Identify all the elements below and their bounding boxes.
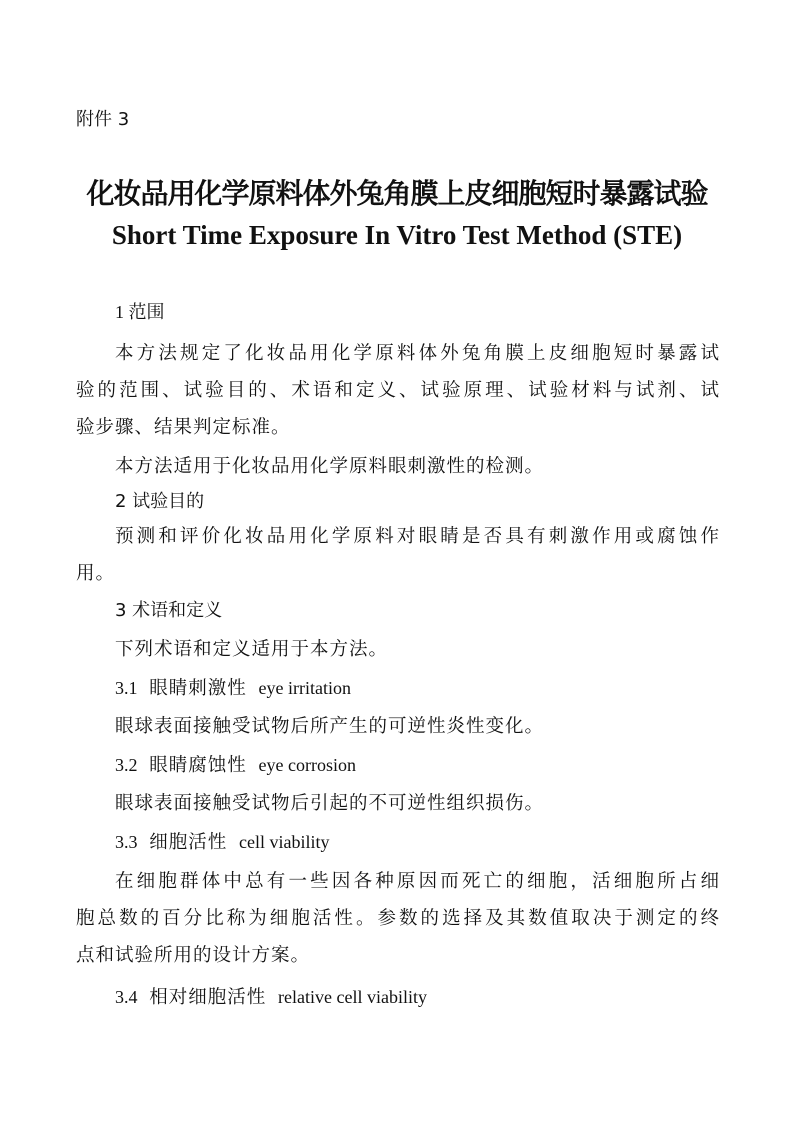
- term-heading: [115, 828, 720, 857]
- paragraph-line: 本方法规定了化妆品用化学原料体外兔角膜上皮细胞短时暴露试: [115, 343, 720, 364]
- term-en: relative cell viability: [278, 987, 427, 1007]
- term-number: 3.4: [115, 987, 138, 1007]
- term-definition: 在细胞群体中总有一些因各种原因而死亡的细胞，活细胞所占细: [115, 871, 720, 892]
- section-heading: 2 试验目的: [115, 491, 205, 512]
- term-cn: 细胞活性: [149, 832, 228, 853]
- term-cn: 相对细胞活性: [149, 987, 267, 1008]
- term-heading: [115, 751, 720, 780]
- paragraph-line: 验的范围、试验目的、术语和定义、试验原理、试验材料与试剂、试: [76, 380, 720, 401]
- term-definition: 眼球表面接触受试物后引起的不可逆性组织损伤。: [115, 793, 545, 814]
- term-number: 3.2: [115, 755, 138, 775]
- title-english: Short Time Exposure In Vitro Test Method (STE): [111, 220, 683, 250]
- term-definition: 胞总数的百分比称为细胞活性。参数的选择及其数值取决于测定的终: [76, 908, 720, 929]
- term-en: eye irritation: [258, 678, 352, 698]
- paragraph-line: 用。: [76, 563, 116, 584]
- term-cn: 眼睛腐蚀性: [149, 755, 247, 776]
- section-heading: 3 术语和定义: [115, 600, 223, 621]
- section-heading: 1 范围: [115, 302, 165, 322]
- term-definition: 眼球表面接触受试物后所产生的可逆性炎性变化。: [115, 716, 545, 737]
- term-heading: [115, 983, 720, 1012]
- paragraph-line: 验步骤、结果判定标准。: [76, 417, 291, 438]
- term-heading: [115, 674, 720, 703]
- term-en: cell viability: [239, 832, 330, 852]
- paragraph-line: 预测和评价化妆品用化学原料对眼睛是否具有刺激作用或腐蚀作: [115, 526, 720, 547]
- paragraph-line: 下列术语和定义适用于本方法。: [115, 639, 389, 660]
- term-definition: 点和试验所用的设计方案。: [76, 945, 311, 966]
- term-en: eye corrosion: [258, 755, 357, 775]
- title-chinese: 化妆品用化学原料体外兔角膜上皮细胞短时暴露试验: [86, 177, 708, 210]
- term-cn: 眼睛刺激性: [149, 678, 247, 699]
- term-number: 3.1: [115, 678, 138, 698]
- term-number: 3.3: [115, 832, 138, 852]
- attachment-label: 附件 3: [76, 109, 130, 130]
- paragraph-line: 本方法适用于化妆品用化学原料眼刺激性的检测。: [115, 456, 545, 477]
